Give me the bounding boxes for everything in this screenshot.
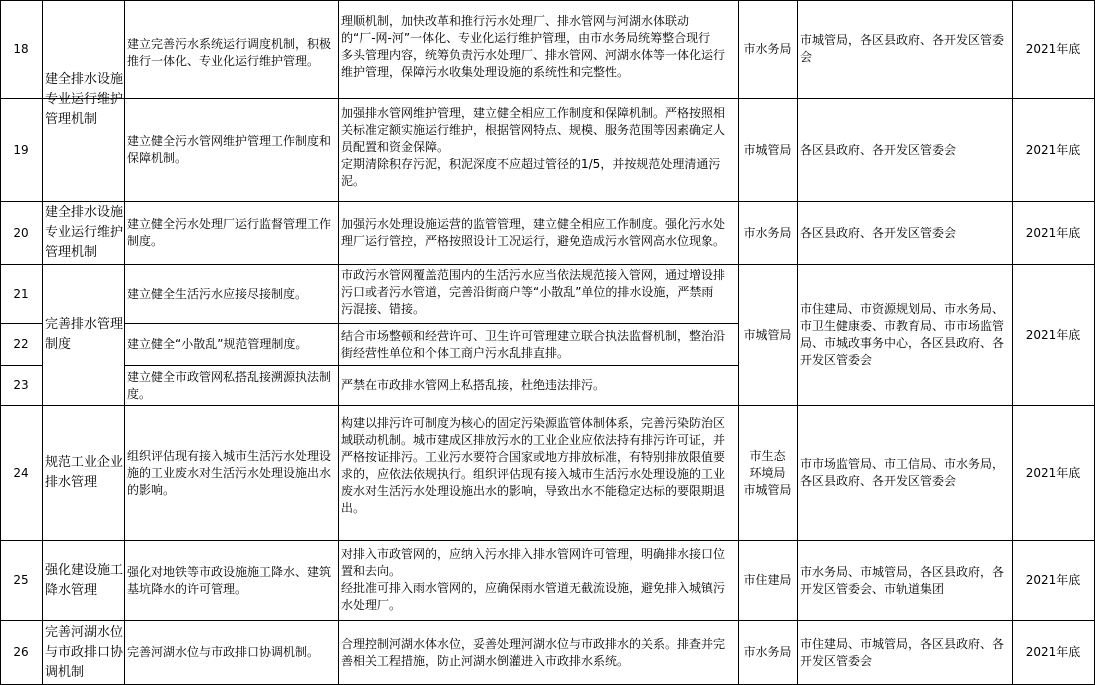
measure-cell: 完善河湖水位与市政排口协调机制。 [127,645,320,659]
measure-cell: 强化对地铁等市政设施施工降水、建筑 基坑降水的许可管理。 [127,564,332,596]
cooperate-unit-cell: 各区县政府、各开发区管委会 [800,225,957,240]
measure-cell: 建立健全污水管网维护管理工作制度和 保障机制。 [127,134,332,165]
cooperate-unit-cell: 市水务局、市城管局，各区县政府，各 开发区管委会、市轨道集团 [800,564,1005,596]
row-number: 20 [13,225,29,240]
measure-cell: 建立健全“小散乱”规范管理制度。 [127,337,308,351]
row-number: 22 [13,337,29,351]
detail-cell: 市政污水管网覆盖范围内的生活污水应当依法规范接入管网，通过增设排 污口或者污水管道，完善沿街商户等“小散乱”单位的排水设施，严禁雨 污混接、错接。 [341,268,726,316]
lead-unit-cell: 市水务局 [743,225,792,240]
cooperate-unit-cell: 市住建局、市城管局，各区县政府、各 开发区管委会 [800,636,1005,668]
measure-cell: 组织评估现有接入城市生活污水处理设 施的工业废水对生活污水处理设施出水 的影响。 [127,448,332,497]
category-cell: 完善河湖水位 与市政排口协 调机制 [45,624,124,680]
lead-unit-cell: 市生态 环境局 市城管局 [743,448,792,497]
row-number: 26 [13,645,29,659]
deadline-cell: 2021年底 [1025,327,1081,342]
detail-cell: 理顺机制，加快改革和推行污水处理厂、排水管网与河湖水体联动 的“厂-网-河”一体化、专业化运行维护管理，由市水务局统筹整合现行 多头管理内容，统筹负责污水处理厂、排水管网、河湖水体等一体化运行 维护管理，保障污水收集处理设施的系统性和完整性。 [341,14,726,79]
category-cell: 规范工业企业 排水管理 [45,455,124,490]
detail-cell: 加强污水处理设施运营的监管管理，建立健全相应工作制度。强化污水处 理厂运行管控，严格按照设计工况运行，避免造成污水管网高水位现象。 [341,217,726,248]
row-number: 23 [13,378,29,392]
category-cell: 建全排水设施 专业运行维护 管理机制 [45,72,124,127]
detail-cell: 对排入市政管网的，应纳入污水排入排水管网许可管理，明确排水接口位 置和去向。 经批准可排入雨水管网的，应确保雨水管道无截流设施，避免排入城镇污 水处理厂。 [341,547,726,612]
cooperate-unit-cell: 各区县政府、各开发区管委会 [800,142,957,157]
lead-unit-cell: 市水务局 [743,645,792,659]
deadline-cell: 2021年底 [1025,465,1081,480]
row-number: 18 [13,41,29,56]
category-cell: 建全排水设施 专业运行维护 管理机制 [45,205,124,260]
lead-unit-cell: 市住建局 [743,573,792,587]
cooperate-unit-cell: 市城管局，各区县政府、各开发区管委 会 [800,33,1005,64]
detail-cell: 合理控制河湖水体水位，妥善处理河湖水位与市政排水的关系。排查并完 善相关工程措施，防止河湖水倒灌进入市政排水系统。 [341,636,726,668]
lead-unit-cell: 市水务局 [743,41,792,56]
category-cell: 强化建设施工 降水管理 [45,562,124,598]
deadline-cell: 2021年底 [1025,645,1081,659]
measure-cell: 建立健全污水处理厂运行监督管理工作 制度。 [127,217,332,248]
row-number: 21 [13,286,29,301]
cooperate-unit-cell: 市市场监管局、市工信局、市水务局， 各区县政府、各开发区管委会 [800,457,1005,488]
measure-cell: 建立健全生活污水应接尽接制度。 [127,286,308,301]
deadline-cell: 2021年底 [1025,142,1081,157]
deadline-cell: 2021年底 [1025,225,1081,240]
detail-cell: 严禁在市政排水管网上私搭乱接，杜绝违法排污。 [341,378,606,392]
lead-unit-cell: 市城管局 [743,142,792,157]
row-number: 25 [13,573,29,587]
category-cell: 完善排水管理 制度 [45,317,124,352]
row-number: 19 [13,142,29,157]
row-number: 24 [13,465,29,480]
detail-cell: 构建以排污许可制度为核心的固定污染源监管体制体系，完善污染防治区 域联动机制。城市建成区排放污水的工业企业应依法持有排污许可证，并 严格按证排污。工业污水要符合国家或地方排放标准，有特别排放限值要 求的，应依法依规执行。组织评估现有接入城市生活污水处理设施的工业 废水对生活污水处理设施出水的影响，导致出水不能稳定达标的要限期退 出。 [341,416,726,515]
cooperate-unit-cell: 市住建局、市资源规划局、市水务局、 市卫生健康委、市教育局、市市场监管 局、市城改事务中心，各区县政府、各 开发区管委会 [800,302,1005,367]
deadline-cell: 2021年底 [1025,41,1081,56]
measure-cell: 建立完善污水系统运行调度机制，积极 推行一体化、专业化运行维护管理。 [127,37,332,68]
measure-cell: 建立健全市政管网私搭乱接溯源执法制 度。 [127,369,332,401]
detail-cell: 加强排水管网维护管理，建立健全相应工作制度和保障机制。严格按照相 关标准定额实施运行维护，根据管网特点、规模、服务范围等因素确定人 员配置和资金保障。 定期清除积存污泥，积泥深度不应超过管径的1/5，并按规范处理清通污 泥。 [341,106,726,188]
detail-cell: 结合市场整顿和经营许可、卫生许可管理建立联合执法监督机制，整治沿 街经营性单位和个体工商户污水乱排直排。 [341,328,726,360]
deadline-cell: 2021年底 [1025,573,1081,587]
lead-unit-cell: 市城管局 [743,327,792,342]
